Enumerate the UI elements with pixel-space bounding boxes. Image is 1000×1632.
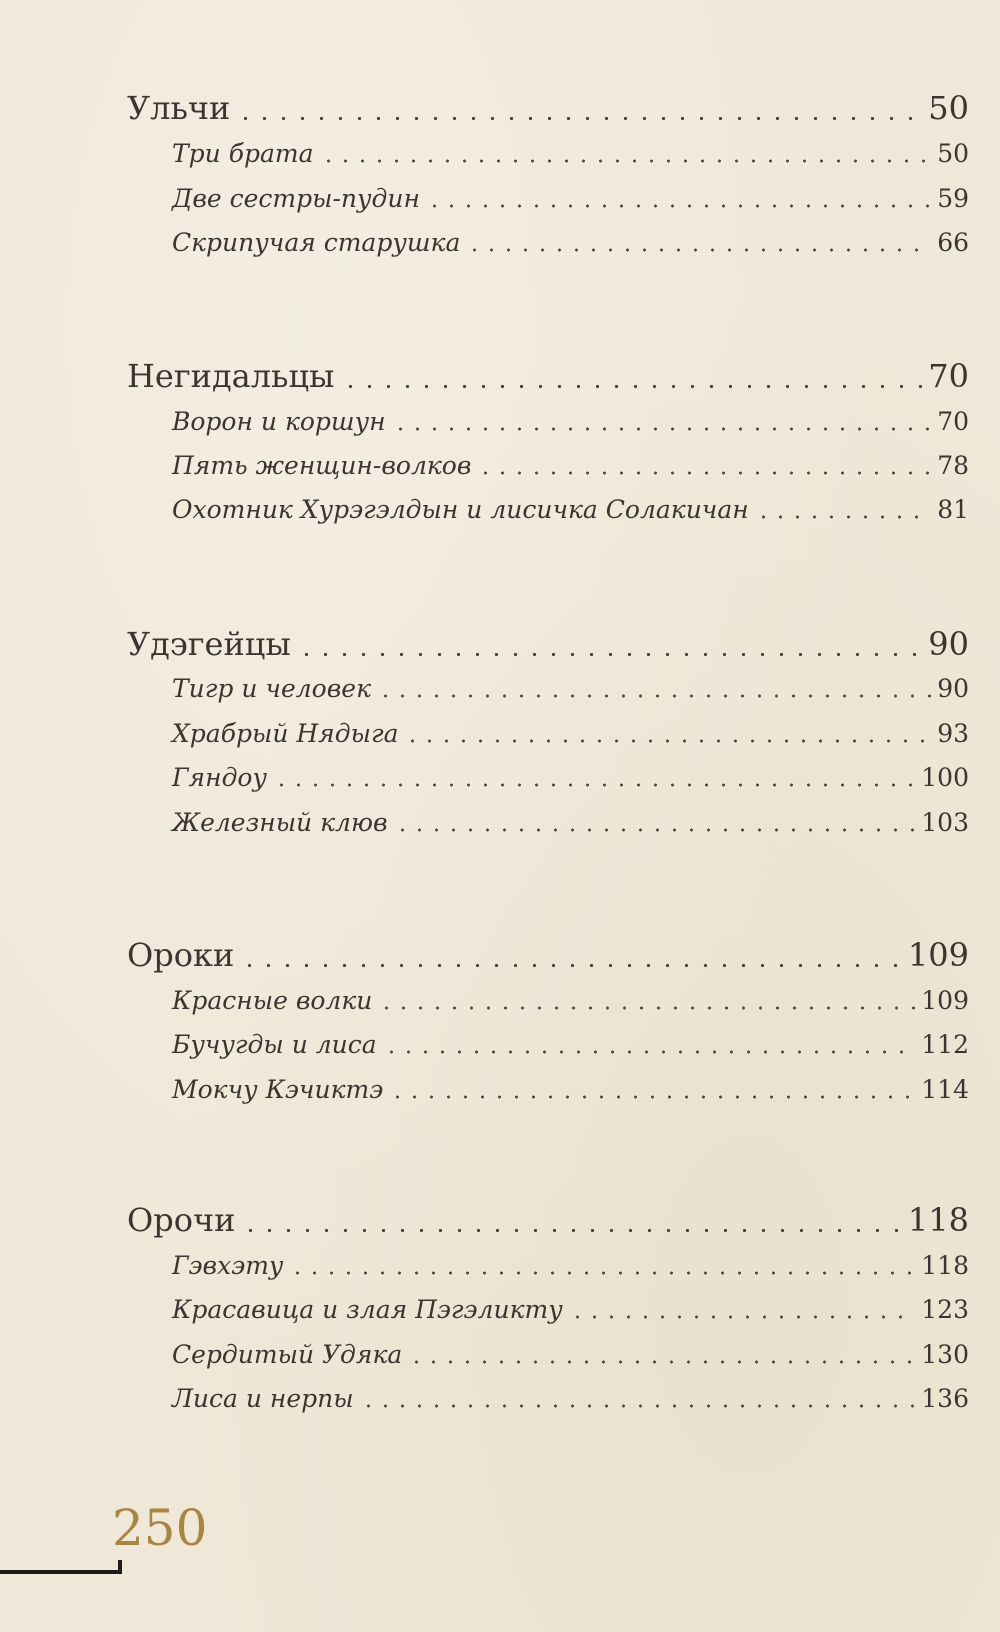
- entry-title: Тигр и человек: [172, 674, 371, 703]
- entry-title: Сердитый Удяка: [172, 1340, 403, 1369]
- entry-title: Две сестры-пудин: [172, 184, 420, 213]
- entry-title: Ворон и коршун: [172, 407, 386, 436]
- section-heading[interactable]: [127, 622, 969, 666]
- entry-page-number: 66: [937, 228, 969, 257]
- section-page-number: 50: [928, 89, 969, 127]
- entry-title: Лиса и нерпы: [172, 1384, 354, 1413]
- dot-leader: [383, 1031, 916, 1056]
- dot-leader: [377, 675, 931, 700]
- entry-page-number: 59: [937, 184, 969, 213]
- section-page-number: 70: [928, 357, 969, 395]
- entry-page-number: 109: [921, 986, 969, 1015]
- toc-entry[interactable]: [172, 136, 969, 172]
- entry-page-number: 118: [921, 1251, 969, 1280]
- entry-page-number: 70: [937, 407, 969, 436]
- dot-leader: [236, 91, 922, 123]
- entry-page-number: 136: [921, 1384, 969, 1413]
- folio-rule: [0, 1570, 122, 1574]
- entry-page-number: 81: [937, 495, 969, 524]
- folio-rule-hook: [118, 1560, 122, 1574]
- toc-entry[interactable]: [172, 983, 969, 1019]
- entry-title: Гяндоу: [172, 763, 267, 792]
- entry-title: Пять женщин-волков: [172, 451, 472, 480]
- section-page-number: 118: [907, 1201, 969, 1239]
- entry-page-number: 130: [921, 1340, 969, 1369]
- toc-entry[interactable]: [172, 671, 969, 707]
- entry-title: Храбрый Нядыга: [172, 719, 399, 748]
- toc-entry[interactable]: [172, 1381, 969, 1417]
- toc-entry[interactable]: [172, 492, 969, 528]
- section-heading[interactable]: [127, 933, 969, 977]
- toc-entry[interactable]: [172, 760, 969, 796]
- dot-leader: [273, 764, 915, 789]
- dot-leader: [289, 1252, 915, 1277]
- toc-entry[interactable]: [172, 1292, 969, 1328]
- dot-leader: [241, 1203, 901, 1235]
- dot-leader: [477, 452, 931, 477]
- toc-entry[interactable]: [172, 805, 969, 841]
- toc-entry[interactable]: [172, 1072, 969, 1108]
- entry-page-number: 50: [937, 139, 969, 168]
- entry-title: Три брата: [172, 139, 314, 168]
- entry-page-number: 112: [921, 1030, 969, 1059]
- entry-title: Скрипучая старушка: [172, 228, 461, 257]
- section-page-number: 90: [928, 625, 969, 663]
- dot-leader: [360, 1385, 916, 1410]
- entry-title: Мокчу Кэчиктэ: [172, 1075, 384, 1104]
- dot-leader: [404, 720, 931, 745]
- toc-entry[interactable]: [172, 404, 969, 440]
- entry-title: Железный клюв: [172, 808, 388, 837]
- dot-leader: [320, 140, 932, 165]
- entry-title: Красные волки: [172, 986, 373, 1015]
- entry-page-number: 78: [937, 451, 969, 480]
- entry-title: Охотник Хурэгэлдын и лисичка Солакичан: [172, 495, 749, 524]
- toc-entry[interactable]: [172, 716, 969, 752]
- entry-title: Бучугды и лиса: [172, 1030, 377, 1059]
- section-heading[interactable]: [127, 354, 969, 398]
- dot-leader: [755, 496, 931, 521]
- section-heading[interactable]: [127, 86, 969, 130]
- section-title: Ульчи: [127, 89, 231, 127]
- dot-leader: [408, 1341, 915, 1366]
- page-number: 250: [112, 1499, 208, 1557]
- dot-leader: [297, 627, 922, 659]
- section-title: Негидальцы: [127, 357, 335, 395]
- section-title: Ороки: [127, 936, 235, 974]
- entry-page-number: 123: [921, 1295, 969, 1324]
- section-page-number: 109: [907, 936, 969, 974]
- dot-leader: [378, 987, 915, 1012]
- dot-leader: [341, 359, 923, 391]
- toc-entry[interactable]: [172, 448, 969, 484]
- entry-page-number: 90: [937, 674, 969, 703]
- entry-title: Красавица и злая Пэгэликту: [172, 1295, 563, 1324]
- dot-leader: [466, 229, 931, 254]
- dot-leader: [569, 1296, 916, 1321]
- section-title: Удэгейцы: [127, 625, 291, 663]
- toc-entry[interactable]: [172, 1027, 969, 1063]
- dot-leader: [426, 185, 931, 210]
- entry-title: Гэвхэту: [172, 1251, 284, 1280]
- toc-entry[interactable]: [172, 1248, 969, 1284]
- entry-page-number: 103: [921, 808, 969, 837]
- entry-page-number: 114: [921, 1075, 969, 1104]
- toc-entry[interactable]: [172, 181, 969, 217]
- toc-entry[interactable]: [172, 225, 969, 261]
- section-heading[interactable]: [127, 1198, 969, 1242]
- section-title: Орочи: [127, 1201, 236, 1239]
- dot-leader: [392, 408, 932, 433]
- dot-leader: [389, 1076, 915, 1101]
- dot-leader: [394, 809, 916, 834]
- entry-page-number: 93: [937, 719, 969, 748]
- toc-entry[interactable]: [172, 1337, 969, 1373]
- dot-leader: [240, 938, 902, 970]
- entry-page-number: 100: [921, 763, 969, 792]
